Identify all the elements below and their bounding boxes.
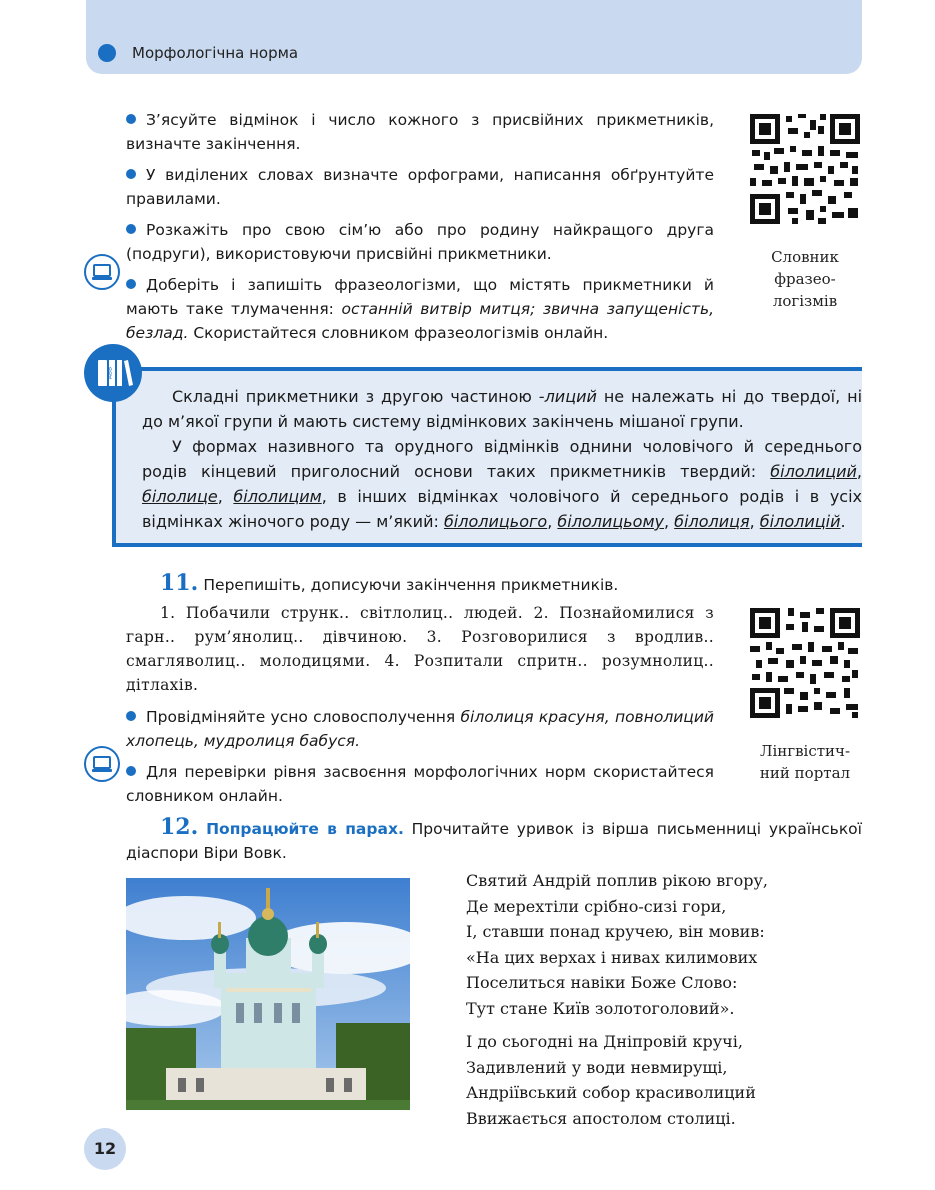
task-item bbox=[126, 218, 714, 266]
task-text: Провідміняйте усно словосполучення bbox=[146, 708, 461, 726]
task-text-italic: останній витвір митця; звична запущеність, безлад. bbox=[126, 300, 715, 342]
rule-top-line bbox=[112, 367, 862, 371]
rule-text-part: , в інших відмінках чоловічого й середнього родів і в усіх відмінках жіночого роду — м’який: bbox=[142, 487, 863, 531]
exercise-11-tasks bbox=[126, 705, 714, 815]
bullet-icon bbox=[126, 766, 136, 776]
task-text: З’ясуйте відмінок і число кожного з присвійних прикметників, визначте закінчення. bbox=[126, 111, 714, 153]
task-text: У виділених словах визначте орфограми, написання обґрунтуйте правилами. bbox=[126, 166, 714, 208]
poem-line: Задивлений у води невмирущі, bbox=[466, 1057, 728, 1077]
poem-line: Святий Андрій поплив рікою вгору, bbox=[466, 871, 769, 890]
laptop-online-icon[interactable] bbox=[84, 254, 120, 290]
bullet-icon bbox=[126, 711, 136, 721]
header-band bbox=[86, 0, 862, 74]
rule-example: білолиця bbox=[674, 512, 750, 531]
bullet-icon bbox=[126, 114, 136, 124]
exercise-12-heading bbox=[126, 815, 862, 865]
task-text: Для перевірки рівня засвоєння морфологічних норм скористайтеся словником онлайн. bbox=[126, 763, 714, 805]
poem-line: Де мерехтіли срібно-сизі гори, bbox=[466, 896, 727, 916]
qr-code-linguistic-portal[interactable] bbox=[748, 606, 862, 720]
rule-text bbox=[142, 384, 862, 534]
book-badge-icon bbox=[84, 344, 142, 402]
rule-text-part: Складні прикметники з другою частиною bbox=[172, 387, 539, 406]
poem bbox=[466, 868, 862, 1139]
poem-line: Ввижається апостолом столиці. bbox=[466, 1108, 736, 1128]
rule-suffix: -лиций bbox=[538, 387, 597, 406]
poem-line: Тут стане Київ золотоголовий». bbox=[466, 998, 735, 1018]
task-item bbox=[126, 273, 714, 345]
poem-line: І до сьогодні на Дніпровій кручі, bbox=[466, 1032, 743, 1051]
tasks-top bbox=[126, 108, 714, 352]
poem-line: «На цих верхах і нивах килимових bbox=[466, 947, 758, 967]
rule-example: білолицьому bbox=[557, 512, 664, 531]
poem-stanza bbox=[466, 868, 862, 1021]
caption-line: Лінгвістич- bbox=[759, 742, 851, 760]
exercise-number: 11. bbox=[160, 570, 199, 596]
rule-paragraph: У формах називного та орудного відмінків однини чоловічого й середнього родів кінцевий приголосний основи таких прикметників твердий: білолиций, білолице, білолицим, в інших відмінках чоловічого й середнього родів і в усіх відмінках жіночого роду — м’який: білолицього, білолицьому, білолиця, білолицій. bbox=[142, 437, 863, 531]
task-text-italic: білолиця красуня, повнолиций хлопець, мудролиця бабуся. bbox=[126, 708, 714, 750]
poem-line: Андріївський собор красиволиций bbox=[466, 1083, 756, 1102]
laptop-online-icon[interactable] bbox=[84, 746, 120, 782]
st-andrews-church-photo bbox=[126, 878, 410, 1110]
exercise-title: Прочитайте уривок із вірша письменниці української діаспори Віри Вовк. bbox=[126, 820, 862, 862]
task-item bbox=[126, 705, 714, 753]
task-item bbox=[126, 108, 714, 156]
qr-caption-dictionary bbox=[738, 246, 872, 312]
bullet-icon bbox=[126, 279, 136, 289]
exercise-subtitle: Попрацюйте в парах. bbox=[206, 820, 404, 838]
task-text: Доберіть і запишіть фразеологізми, що містять прикметники й мають таке тлумачення: bbox=[126, 276, 714, 318]
caption-line: Словник bbox=[771, 248, 839, 266]
qr-caption-portal bbox=[738, 740, 872, 784]
exercise-number: 12. bbox=[160, 814, 199, 840]
poem-line: Поселиться навіки Боже Слово: bbox=[466, 973, 738, 992]
poem-stanza bbox=[466, 1029, 862, 1131]
rule-text-part: У формах називного та орудного відмінків однини чоловічого й середнього родів кінцевий приголосний основи таких прикметників твердий: bbox=[142, 437, 862, 481]
page-number: 12 bbox=[84, 1128, 126, 1170]
exercise-title: Перепишіть, дописуючи закінчення прикметників. bbox=[203, 576, 619, 594]
exercise-11-heading bbox=[160, 570, 720, 596]
task-item bbox=[126, 760, 714, 808]
task-text: Скористайтеся словником фразеологізмів онлайн. bbox=[188, 324, 609, 342]
rule-example: білолицим bbox=[233, 487, 322, 506]
task-text: Розкажіть про свою сім’ю або про родину найкращого друга (подруги), використовуючи присвійні прикметники. bbox=[126, 221, 714, 263]
rule-example: білолиций bbox=[770, 462, 857, 481]
task-item bbox=[126, 163, 714, 211]
rule-text-part: не належать ні до твердої, ні до м’якої групи й мають систему відмінкових закінчень мішаної групи. bbox=[142, 387, 863, 431]
header-bullet-icon bbox=[98, 44, 116, 62]
rule-example: білолицій bbox=[759, 512, 841, 531]
rule-example: білолице bbox=[142, 487, 218, 506]
caption-line: логізмів bbox=[772, 292, 838, 310]
bullet-icon bbox=[126, 224, 136, 234]
badge-letters: АБВ bbox=[106, 366, 114, 380]
rule-paragraph bbox=[142, 384, 862, 434]
exercise-11-body: 1. Побачили струнк.. світлолиц.. людей. 2. Познайомилися з гарн.. рум’янолиц.. дівчиною. 3. Розговорилися з вродлив.. смагляволиц.. молодицями. 4. Розпитали спритн.. розумнолиц.. дітлахів. bbox=[126, 604, 714, 694]
caption-line: ний портал bbox=[759, 764, 851, 782]
page-header-title: Морфологічна норма bbox=[132, 44, 299, 62]
rule-example: білолицього bbox=[443, 512, 548, 531]
poem-line: І, ставши понад кручею, він мовив: bbox=[466, 922, 765, 941]
caption-line: фразео- bbox=[774, 270, 836, 288]
bullet-icon bbox=[126, 169, 136, 179]
qr-code-dictionary[interactable] bbox=[748, 112, 862, 226]
